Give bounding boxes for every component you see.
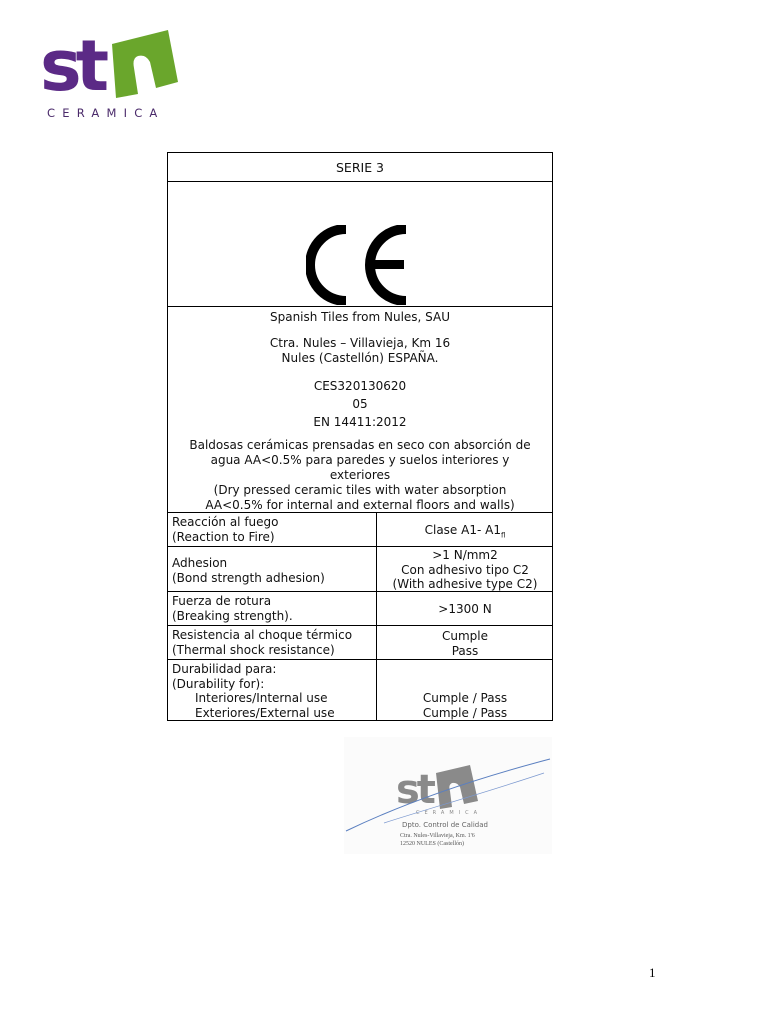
value-subscript: fl [500,531,506,540]
value-line-1: Cumple [441,629,488,643]
ce-mark-icon [306,225,412,305]
value-line-3: (With adhesive type C2) [392,577,538,591]
property-label [172,556,325,585]
label-es: Durabilidad para: [172,662,277,676]
property-label [172,515,279,544]
description-en-1: (Dry pressed ceramic tiles with water absorption [213,483,507,497]
description-es-2: agua AA<0.5% para paredes y suelos interiores y [210,453,510,467]
label-es: Fuerza de rotura [172,594,272,608]
quality-stamp [344,737,552,854]
property-label [172,594,293,623]
standard-reference: EN 14411:2012 [313,415,407,429]
svg-text:st: st [396,767,433,813]
property-label [172,628,352,657]
stamp-address-2: 12520 NULES (Castellón) [400,841,464,847]
manufacturer-info [167,306,553,513]
certificate-code: CES320130620 [313,379,407,393]
label-en: (Reaction to Fire) [172,529,275,544]
ce-declaration-sheet [167,152,553,721]
property-row-thermal [167,625,553,660]
label-es: Reacción al fuego [172,515,279,529]
label-en: (Thermal shock resistance) [172,642,335,657]
property-row-breaking [167,591,553,626]
label-en: (Breaking strength). [172,608,293,623]
serie-title: SERIE 3 [335,160,385,175]
value-line-2: Cumple / Pass [422,705,508,720]
logo-subtitle: CERAMICA [47,106,165,120]
description-es-1: Baldosas cerámicas prensadas en seco con absorción de [189,438,531,452]
address-line-2: Nules (Castellón) ESPAÑA. [281,351,439,365]
property-value: >1300 N [438,602,492,616]
page-number: 1 [649,965,656,980]
brand-logo [38,22,188,122]
value-line-1: Cumple / Pass [422,691,508,705]
property-label [172,662,335,720]
property-row-durability [167,659,553,721]
property-row-fire [167,512,553,547]
serie-header [167,152,553,182]
address-line-1: Ctra. Nules – Villavieja, Km 16 [269,336,451,350]
value-line-1: >1 N/mm2 [432,548,498,562]
description-en-2: AA<0.5% for internal and external floors and walls) [205,498,515,512]
sub-label-internal: Interiores/Internal use [195,691,328,705]
property-value [378,548,552,592]
label-es: Adhesion [172,556,228,570]
value-line-2: Con adhesivo tipo C2 [401,562,529,577]
svg-text:st: st [40,25,104,102]
stn-logo-mark [38,22,188,102]
stamp-subtitle: CERAMICA [416,810,483,816]
label-en: (Durability for): [172,676,265,691]
company-name: Spanish Tiles from Nules, SAU [269,310,451,324]
property-value [378,523,552,543]
property-row-adhesion [167,546,553,592]
stamp-address-1: Ctra. Nules-Villavieja, Km. 1'6 [400,833,475,839]
property-value [378,629,552,658]
stamp-dept: Dpto. Control de Calidad [402,821,488,829]
stamp-graphic [344,737,552,854]
value-line-2: Pass [451,643,479,658]
sub-label-external: Exteriores/External use [195,705,335,720]
description-es-3: exteriores [329,468,391,482]
ce-mark-box [167,181,553,307]
label-es: Resistencia al choque térmico [172,628,353,642]
certificate-year: 05 [352,397,368,411]
label-en: (Bond strength adhesion) [172,570,325,585]
value-main: Clase A1- A1 [424,523,501,537]
property-value [378,691,552,720]
